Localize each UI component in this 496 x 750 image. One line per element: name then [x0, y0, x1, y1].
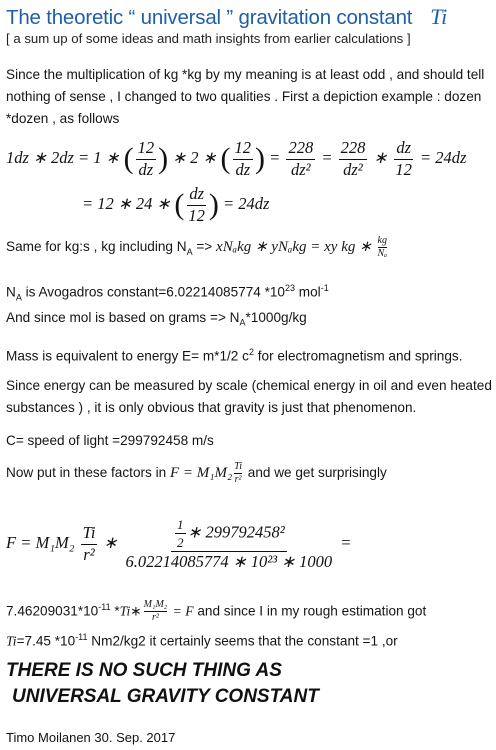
half-fraction: $\frac{1}{2}$ — [177, 517, 184, 550]
eq1-fraction-228: $\frac{228}{\text{dz²}}$ — [288, 138, 314, 179]
factors-formula: F = M₁M₂ — [169, 465, 233, 482]
equation-big: F = M₁M₂ $\frac{Ti}{\text{r²}}$ ∗ $\frac{1}{2}$ ∗ 299792458² 6.02214085774 ∗ 10²³ ∗ 1000 = — [6, 517, 352, 571]
kg-fraction: $\frac{kg}{\text{Nₐ}}$ — [377, 235, 388, 259]
conclusion-line-2: UNIVERSAL GRAVITY CONSTANT — [12, 686, 319, 707]
kg-paragraph: Same for kg:s , kg including $N_A => xN_akg$ ∗ yNₐkg = xy kg ∗ $\frac{kg}{\text{Nₐ}}$ — [6, 235, 388, 259]
big-main-fraction: $\frac{1}{2}$ ∗ 299792458² 6.02214085774 ∗ 10²³ ∗ 1000 — [125, 517, 333, 571]
mol-paragraph: And since mol is based on grams => $N_A*1000g/kg$ — [6, 310, 307, 328]
result-paragraph: $7.46209031*10^{-11}$ *Ti∗ $\frac{\text{M₁M₂}}{\text{r²}}$ = F and since I in my rough estimation got — [6, 599, 427, 624]
energy-paragraph: Since energy can be measured by scale (chemical energy in oil and even heated substances ) , it is only obvious that gravity is just that phenomenon. — [6, 378, 492, 415]
big-ti-fraction: $\frac{Ti}{\text{r²}}$ — [82, 523, 96, 564]
factors-fraction: $\frac{Ti}{\text{r²}}$ — [234, 461, 242, 485]
eq1-part-a: 1dz ∗ 2dz = 1 ∗ — [6, 147, 120, 167]
mass-paragraph: Mass is equivalent to energy E= m*1/2 $c^2$ for electromagnetism and springs. — [6, 347, 463, 364]
title-text: The theoretic “ universal ” gravitation constant — [6, 6, 413, 29]
page-title — [6, 4, 447, 30]
signature: Timo Moilanen 30. Sep. 2017 — [6, 730, 176, 745]
eq1-fraction-dz-12: $\frac{dz}{12}$ — [395, 138, 412, 179]
equation-dozen-2: = 12 ∗ 24 ∗ ( $\frac{dz}{12}$ ) = 24dz — [82, 184, 270, 225]
avogadro-paragraph: $N_A$ is Avogadros constant=6.02214085774 $*10^{23}$ mol$^{-1}$ — [6, 283, 329, 303]
eq1-fraction-12-dz-2: $\frac{12}{dz}$ — [234, 138, 252, 179]
light-paragraph: C= speed of light =299792458 m/s — [6, 433, 214, 448]
kg-expression: xNₐkg ∗ yNₐkg = xy kg ∗ — [216, 239, 372, 256]
conclusion-line-1: THERE IS NO SUCH THING AS — [6, 660, 282, 681]
intro-paragraph: Since the multiplication of kg *kg by my meaning is at least odd , and should tell nothing of sense , I changed to two qualities . First a depiction example : dozen *dozen , as follows — [6, 67, 485, 126]
eq1-part-b: ∗ 2 ∗ — [172, 147, 217, 167]
eq2-fraction-dz-12: $\frac{dz}{12}$ — [188, 184, 205, 225]
subtitle: [ a sum up of some ideas and math insights from earlier calculations ] — [6, 31, 411, 46]
title-symbol: Ti — [430, 4, 448, 29]
eq1-fraction-228-b: $\frac{228}{\text{dz²}}$ — [340, 138, 366, 179]
factors-paragraph: Now put in these factors in F = M₁M₂ $\frac{Ti}{\text{r²}}$ and we get surprisingly — [6, 461, 387, 485]
eq1-fraction-12-dz: $\frac{12}{dz}$ — [137, 138, 155, 179]
equation-dozen-1: 1dz ∗ 2dz = 1 ∗ ( $\frac{12}{dz}$ ) ∗ 2 ∗ ( $\frac{12}{dz}$ ) = $\frac{228}{\text{dz²}}$ = $\frac{228}{\text{dz²}}$ ∗ $\frac{dz}{12}$ = 24dz — [6, 138, 467, 179]
ti-paragraph: Ti=7.45 $*10^{-11}$ Nm2/kg2 it certainly seems that the constant =1 ,or — [6, 632, 398, 649]
